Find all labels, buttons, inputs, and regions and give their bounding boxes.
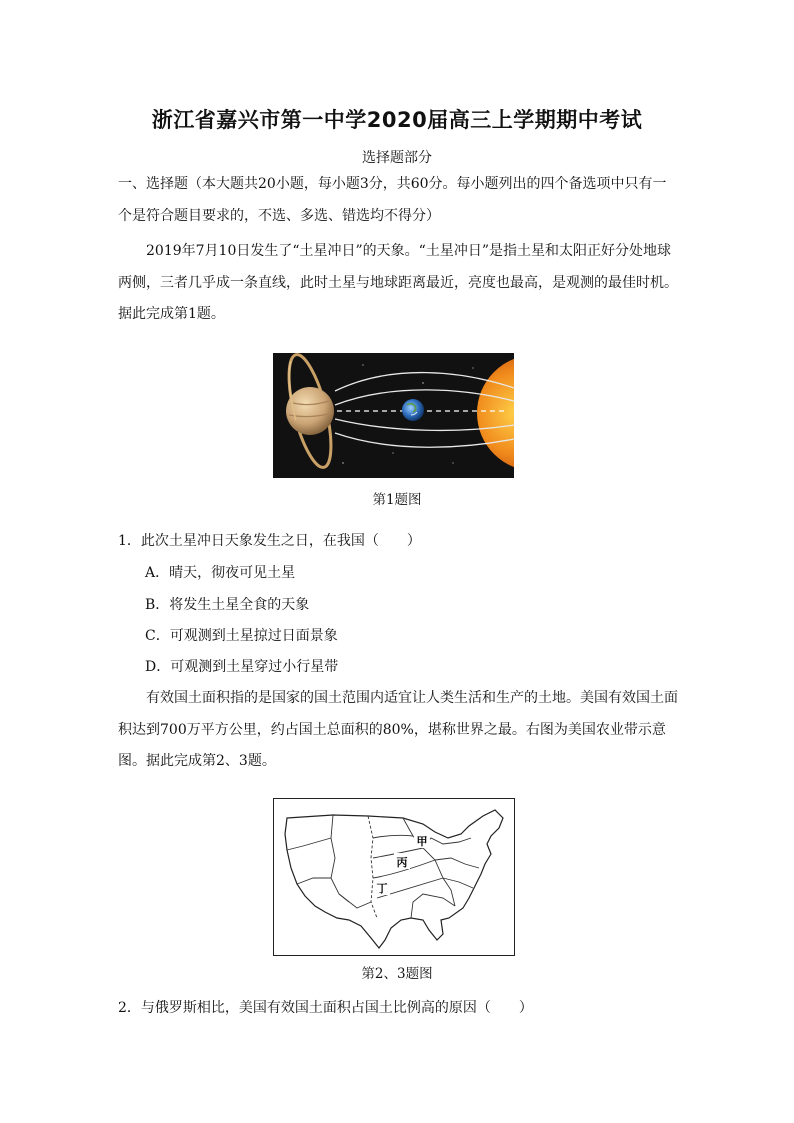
question-1-option-d[interactable]: D．可观测到土星穿过小行星带 [145,659,339,675]
figure-2-caption: 第2、3题图 [361,966,433,982]
map-label-ding: 丁 [376,882,388,895]
question-1-stem: 1．此次土星冲日天象发生之日，在我国（ ） [118,533,421,549]
question-1-option-b[interactable]: B．将发生土星全食的天象 [145,597,310,613]
question-1-option-c[interactable]: C．可观测到土星掠过日面景象 [145,628,338,644]
passage-2: 有效国土面积指的是国家的国土范围内适宜让人类生活和生产的土地。美国有效国土面积达到700万平方公里，约占国土总面积的80%，堪称世界之最。右图为美国农业带示意图。据此完成第2、3题。 [118,690,678,769]
section-heading: 选择题部分 [362,150,432,166]
earth-icon [402,399,424,421]
map-label-bing: 丙 [396,856,408,869]
figure-us-agriculture-map [273,798,515,956]
page-title: 浙江省嘉兴市第一中学2020届高三上学期期中考试 [151,108,643,132]
figure-saturn-opposition [273,353,514,478]
figure-1-caption: 第1题图 [372,492,422,508]
passage-1: 2019年7月10日发生了“土星冲日”的天象。“土星冲日”是指土星和太阳正好分处地球两侧，三者几乎成一条直线，此时土星与地球距离最近，亮度也最高，是观测的最佳时机。据此完成第1题。 [118,243,678,322]
instructions-text: 一、选择题（本大题共20小题，每小题3分，共60分。每小题列出的四个备选项中只有一个是符合题目要求的，不选、多选、错选均不得分） [118,176,667,224]
question-2-stem: 2．与俄罗斯相比，美国有效国土面积占国土比例高的原因（ ） [118,1000,533,1016]
map-label-jia: 甲 [416,835,428,848]
saturn-opposition-image [273,353,514,478]
us-map-image [273,798,515,956]
question-1-option-a[interactable]: A．晴天，彻夜可见土星 [145,565,296,581]
